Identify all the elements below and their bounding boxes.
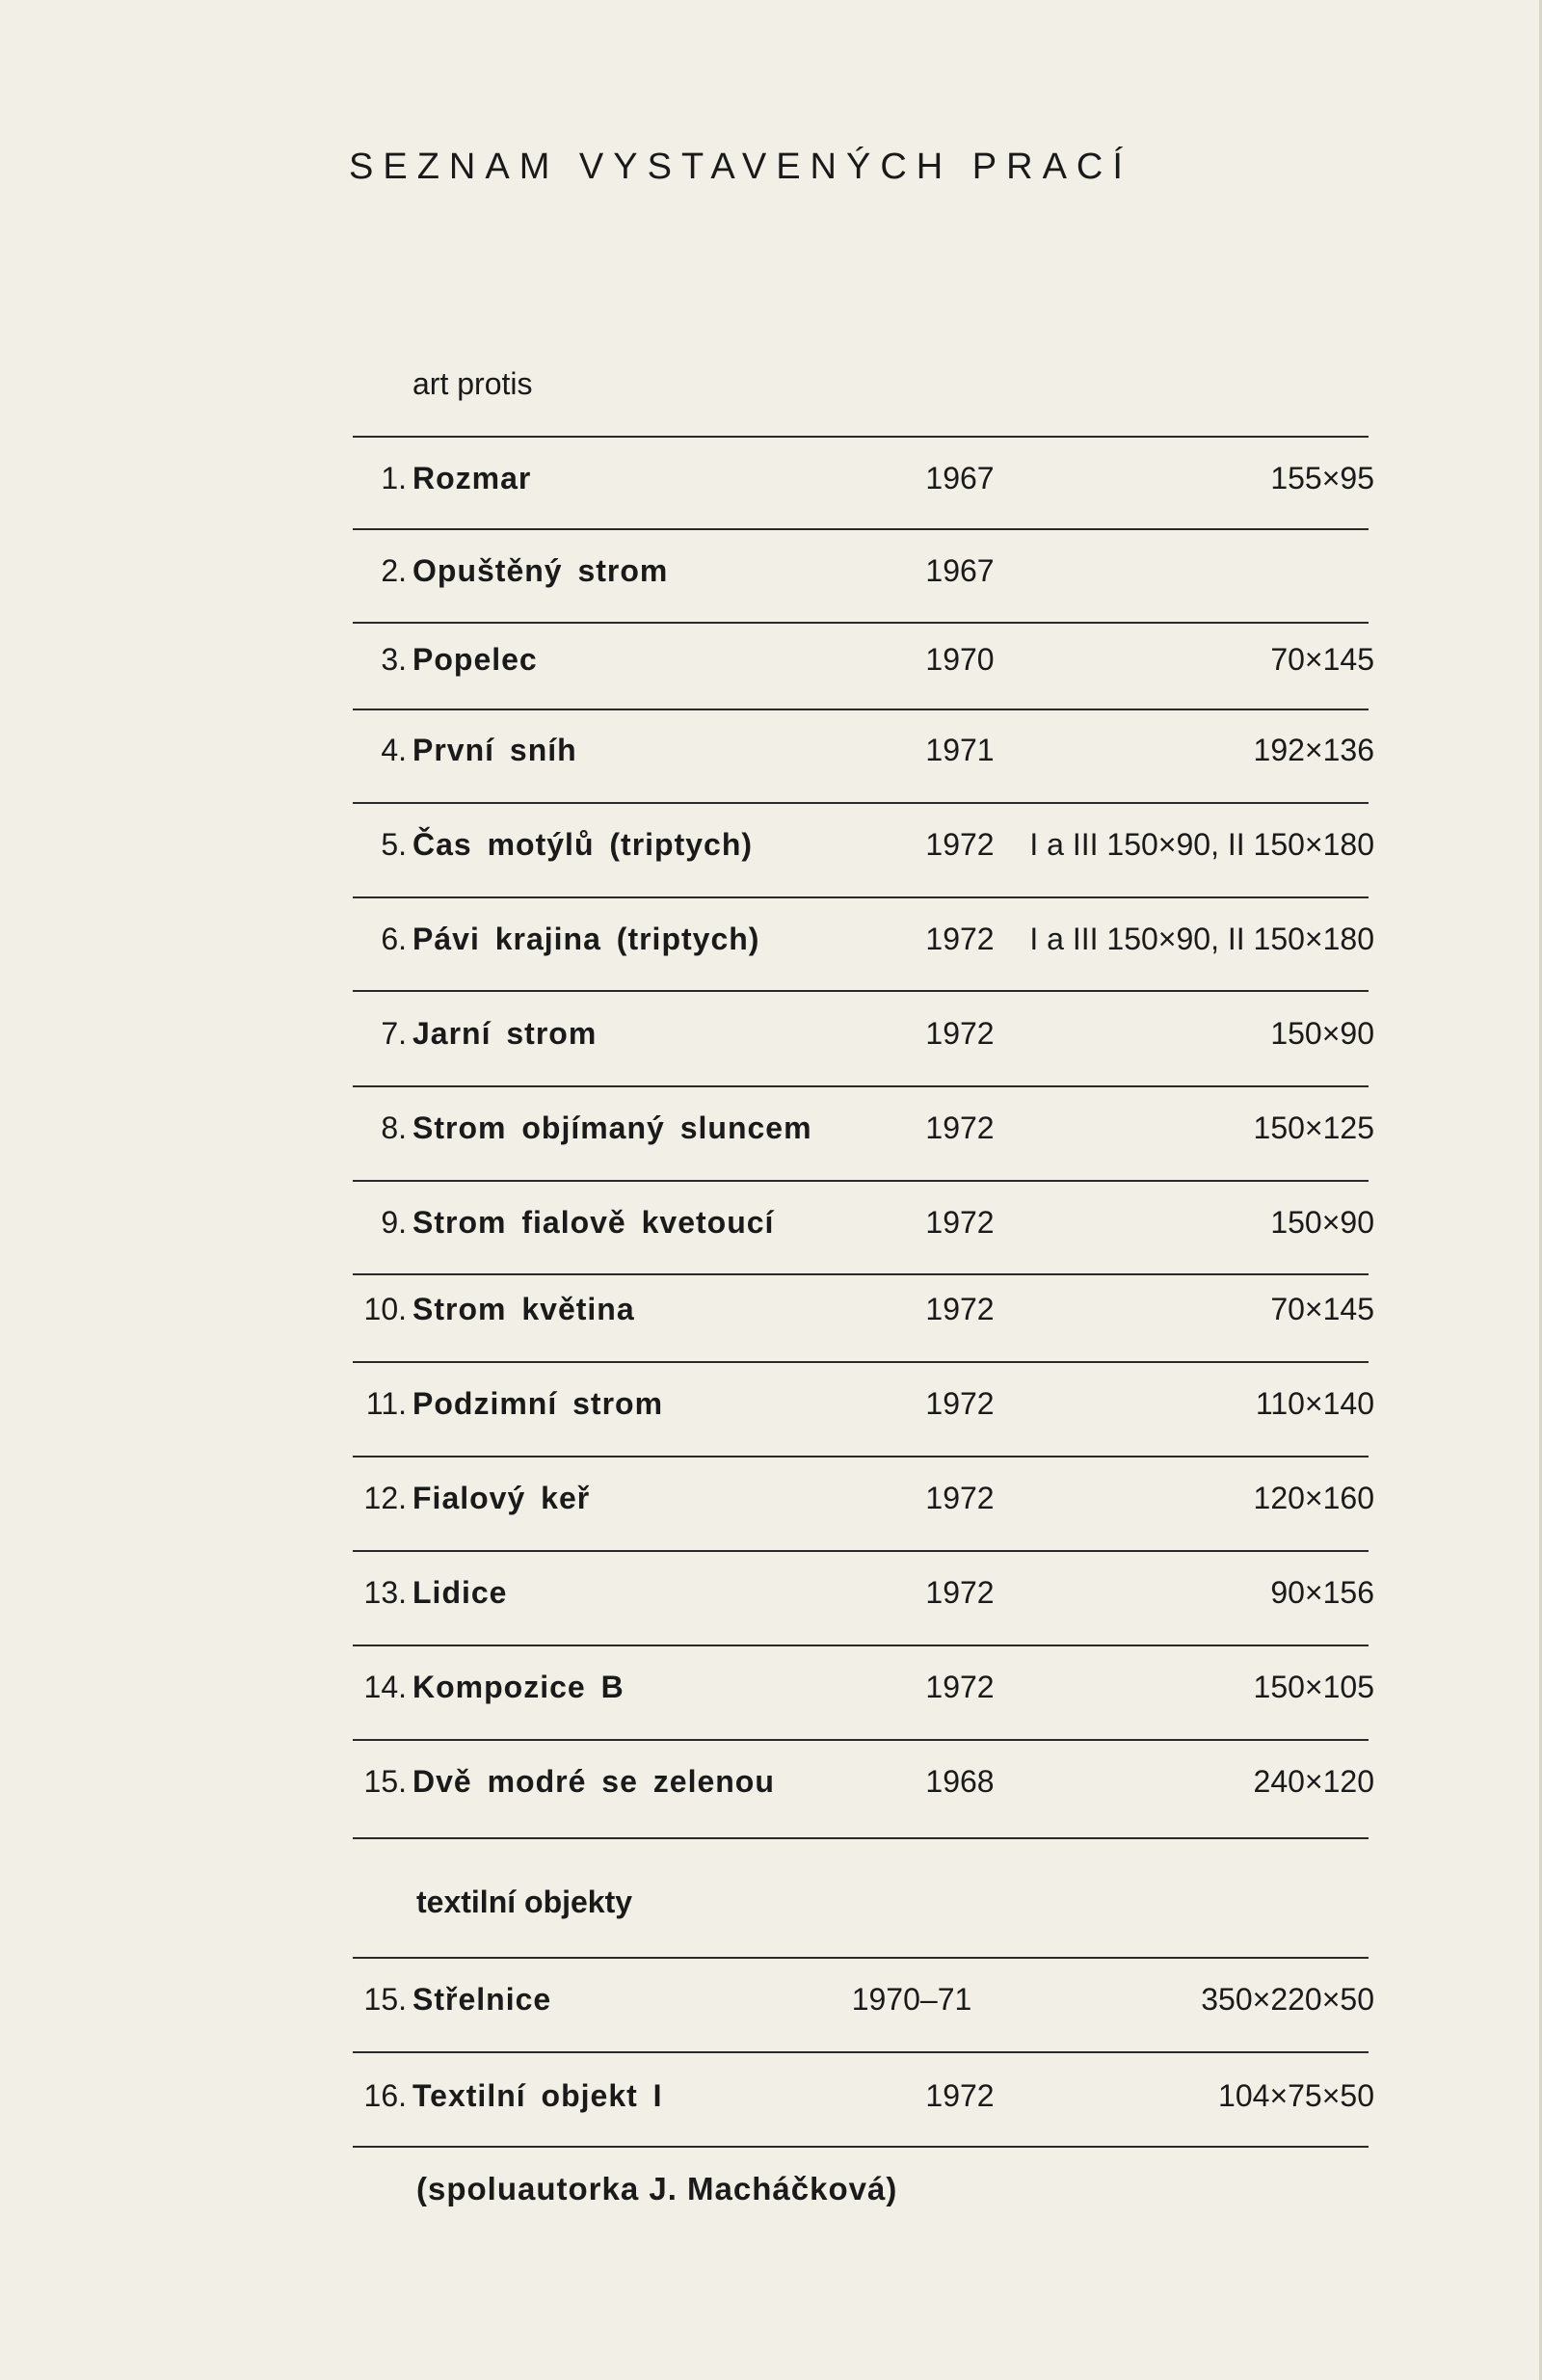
- item-dimensions: 104×75×50: [1218, 2078, 1374, 2113]
- item-title: Popelec: [412, 642, 538, 677]
- divider: [353, 802, 1369, 804]
- item-title: Strom květina: [412, 1292, 635, 1326]
- section-heading-art-protis: art protis: [412, 366, 533, 401]
- item-number: 15.: [363, 1764, 407, 1799]
- divider: [353, 1085, 1369, 1087]
- item-number: 9.: [381, 1205, 407, 1240]
- item-dimensions: 350×220×50: [1201, 1982, 1374, 2017]
- divider: [353, 1645, 1369, 1646]
- section-heading-textile-objects: textilní objekty: [416, 1885, 633, 1919]
- item-year: 1972: [925, 1110, 995, 1145]
- item-dimensions: 120×160: [1253, 1481, 1374, 1515]
- item-dimensions: I a III 150×90, II 150×180: [1029, 827, 1374, 862]
- item-number: 12.: [363, 1481, 407, 1515]
- item-year: 1972: [925, 1575, 995, 1610]
- item-title: Pávi krajina (triptych): [412, 922, 760, 956]
- item-dimensions: 150×90: [1270, 1016, 1374, 1051]
- item-dimensions: 90×156: [1270, 1575, 1374, 1610]
- item-number: 14.: [363, 1670, 407, 1704]
- divider: [353, 1739, 1369, 1741]
- divider: [353, 622, 1369, 624]
- item-title: Střelnice: [412, 1982, 552, 2017]
- item-dimensions: 155×95: [1270, 461, 1374, 495]
- item-title: Strom objímaný sluncem: [412, 1110, 812, 1145]
- item-year: 1972: [925, 1205, 995, 1240]
- list-item: [353, 1670, 1374, 1718]
- divider: [353, 1456, 1369, 1457]
- list-item: [353, 1205, 1374, 1253]
- page-title: SEZNAM VYSTAVENÝCH PRACÍ: [349, 147, 1132, 187]
- divider: [353, 1273, 1369, 1275]
- divider: [353, 896, 1369, 898]
- item-number: 4.: [381, 733, 407, 767]
- divider: [353, 2051, 1369, 2053]
- item-number: 5.: [381, 827, 407, 862]
- item-dimensions: 240×120: [1253, 1764, 1374, 1799]
- item-number: 16.: [363, 2078, 407, 2113]
- item-title: Dvě modré se zelenou: [412, 1764, 775, 1799]
- item-year: 1967: [925, 461, 995, 495]
- list-item: [353, 1386, 1374, 1434]
- list-item: [353, 1110, 1374, 1159]
- list-item: [353, 733, 1374, 781]
- item-title: Lidice: [412, 1575, 508, 1610]
- list-item: [353, 827, 1374, 875]
- divider: [353, 2146, 1369, 2148]
- item-year: 1971: [925, 733, 995, 767]
- list-item: [353, 461, 1374, 509]
- list-item: [353, 1575, 1374, 1623]
- list-item: [353, 1481, 1374, 1529]
- item-number: 11.: [365, 1386, 407, 1421]
- item-dimensions: 70×145: [1270, 1292, 1374, 1326]
- item-number: 13.: [363, 1575, 407, 1610]
- list-item: [353, 1016, 1374, 1064]
- item-dimensions: 70×145: [1270, 642, 1374, 677]
- item-number: 3.: [381, 642, 407, 677]
- item-year: 1972: [925, 1016, 995, 1051]
- list-item: [353, 1982, 1374, 2030]
- item-year: 1972: [925, 922, 995, 956]
- item-dimensions: 192×136: [1253, 733, 1374, 767]
- item-year: 1968: [925, 1764, 995, 1799]
- item-title: Fialový keř: [412, 1481, 591, 1515]
- list-item: [353, 1292, 1374, 1340]
- divider: [353, 436, 1369, 438]
- item-title: Strom fialově kvetoucí: [412, 1205, 775, 1240]
- item-number: 6.: [381, 922, 407, 956]
- item-title: První sníh: [412, 733, 577, 767]
- item-title: Čas motýlů (triptych): [412, 827, 754, 862]
- item-title: Podzimní strom: [412, 1386, 664, 1421]
- item-year: 1972: [925, 2078, 995, 2113]
- divider: [353, 528, 1369, 530]
- item-year: 1972: [925, 1292, 995, 1326]
- item-title: Textilní objekt I: [412, 2078, 663, 2113]
- list-item: [353, 1764, 1374, 1812]
- item-year: 1972: [925, 1670, 995, 1704]
- list-item: [353, 553, 1374, 602]
- co-author-note: (spoluautorka J. Macháčková): [416, 2171, 898, 2206]
- divider: [353, 1837, 1369, 1839]
- item-dimensions: 110×140: [1255, 1386, 1374, 1421]
- divider: [353, 1550, 1369, 1552]
- item-title: Kompozice B: [412, 1670, 625, 1704]
- item-number: 10.: [363, 1292, 407, 1326]
- item-dimensions: 150×90: [1270, 1205, 1374, 1240]
- item-year: 1970: [925, 642, 995, 677]
- item-dimensions: 150×125: [1253, 1110, 1374, 1145]
- item-number: 15.: [363, 1982, 407, 2017]
- list-item: [353, 922, 1374, 970]
- list-item: [353, 2078, 1374, 2126]
- list-item: [353, 642, 1374, 690]
- item-dimensions: I a III 150×90, II 150×180: [1029, 922, 1374, 956]
- item-dimensions: 150×105: [1253, 1670, 1374, 1704]
- item-year: 1972: [925, 827, 995, 862]
- divider: [353, 709, 1369, 710]
- divider: [353, 1957, 1369, 1959]
- divider: [353, 990, 1369, 992]
- divider: [353, 1361, 1369, 1363]
- item-year: 1970–71: [851, 1982, 972, 2017]
- item-number: 1.: [381, 461, 407, 495]
- item-number: 8.: [381, 1110, 407, 1145]
- item-year: 1967: [925, 553, 995, 588]
- item-year: 1972: [925, 1481, 995, 1515]
- item-title: Rozmar: [412, 461, 532, 495]
- item-number: 7.: [381, 1016, 407, 1051]
- item-number: 2.: [381, 553, 407, 588]
- item-title: Jarní strom: [412, 1016, 598, 1051]
- item-year: 1972: [925, 1386, 995, 1421]
- item-title: Opuštěný strom: [412, 553, 669, 588]
- divider: [353, 1180, 1369, 1182]
